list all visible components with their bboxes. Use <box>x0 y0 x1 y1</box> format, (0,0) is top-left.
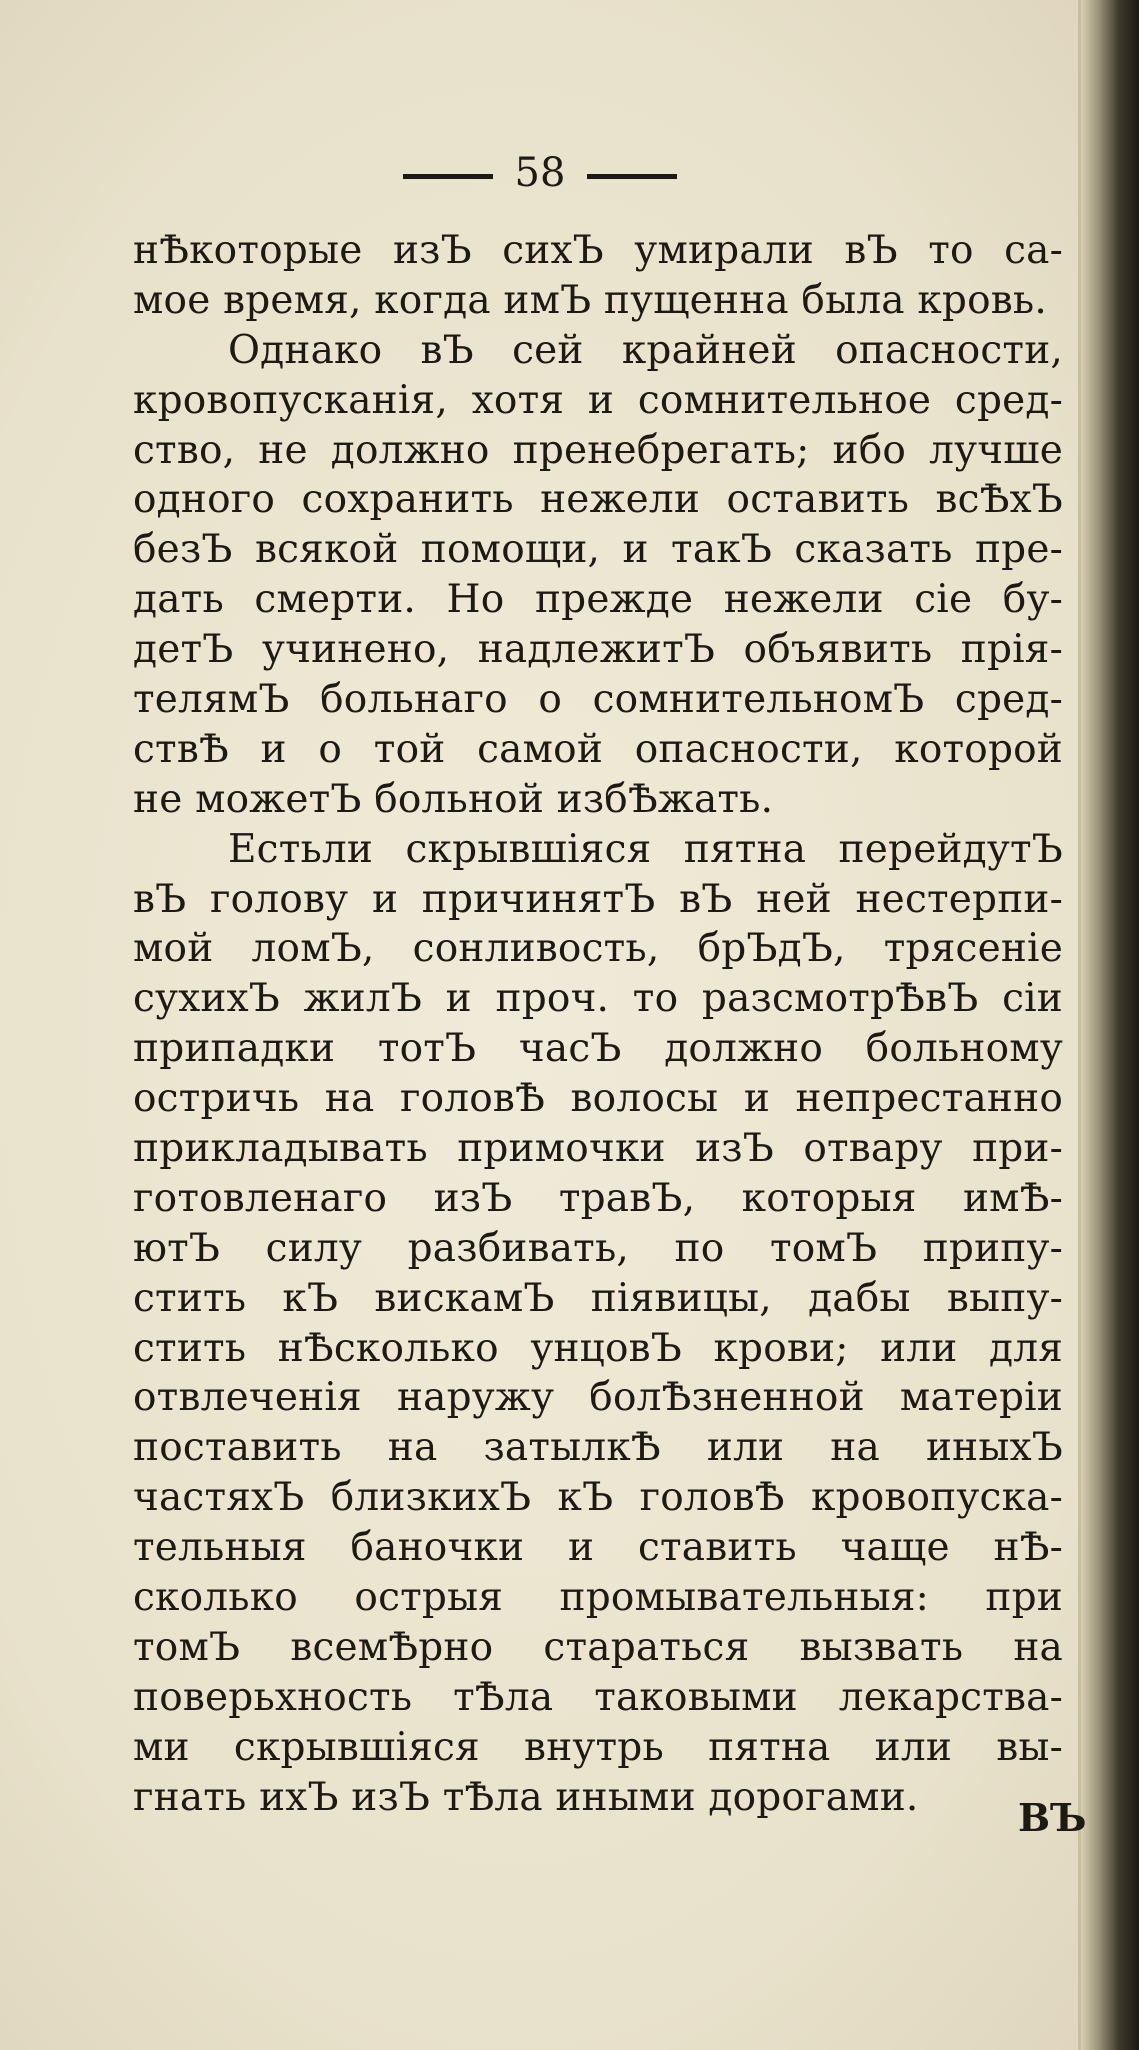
text-line: ство, не должно пренебрегать; ибо лучше <box>133 427 1063 473</box>
text-line: поверьхность тѢла таковыми лекарства- <box>133 1674 1063 1720</box>
text-line: сколько острыя промывательныя: при <box>133 1575 1063 1621</box>
text-line: Естьли скрывшіяся пятна перейдутЪ <box>228 826 1063 872</box>
text-line: стить кЪ вискамЪ піявицы, дабы выпу- <box>133 1275 1063 1321</box>
text-line: вЪ голову и причинятЪ вЪ ней нестерпи- <box>133 876 1063 922</box>
text-line: припадки тотЪ часЪ должно больному <box>133 1026 1063 1072</box>
text-line: не можетЪ больной избѢжать. <box>133 776 774 822</box>
text-line: мой ломЪ, сонливость, брЪдЪ, трясеніе <box>133 926 1063 972</box>
text-line: поставить на затылкѢ или на иныхЪ <box>133 1425 1063 1471</box>
text-line: отвлеченія наружу болѢзненной матеріи <box>133 1375 1063 1421</box>
page-number: 58 <box>514 150 566 196</box>
header-dash-left <box>403 174 493 179</box>
body-text <box>133 226 1063 1823</box>
text-line: кровопусканія, хотя и сомнительное сред- <box>133 377 1063 423</box>
text-line: сухихЪ жилЪ и проч. то разсмотрѢвЪ сіи <box>133 976 1063 1022</box>
page-header <box>0 150 1080 196</box>
text-line: ми скрывшіяся внутрь пятна или вы- <box>133 1724 1063 1770</box>
text-line: остричь на головѢ волосы и непрестанно <box>133 1076 1063 1122</box>
header-dash-right <box>587 174 677 179</box>
text-line: детЪ учинено, надлежитЪ объявить прія- <box>133 627 1063 673</box>
text-line: мое время, когда имЪ пущенна была кровь. <box>133 277 1047 323</box>
text-line: прикладывать примочки изЪ отвару при- <box>133 1126 1063 1172</box>
text-line: нѢкоторые изЪ сихЪ умирали вЪ то са- <box>133 228 1063 273</box>
text-line: стить нѢсколько унцовЪ крови; или для <box>133 1325 1063 1371</box>
catchword: ВЪ <box>1018 1795 1087 1840</box>
text-line: Однако вЪ сей крайней опасности, <box>228 327 1063 373</box>
text-line: телямЪ больнаго о сомнительномЪ сред- <box>133 677 1063 723</box>
text-line: дать смерти. Но прежде нежели сіе бу- <box>133 577 1063 623</box>
text-line: томЪ всемѢрно стараться вызвать на <box>133 1624 1063 1670</box>
book-gutter <box>1081 0 1139 2050</box>
text-line: ствѢ и о той самой опасности, которой <box>133 726 1063 772</box>
text-line: гнать ихЪ изЪ тѢла иными дорогами. <box>133 1774 919 1820</box>
text-line: безЪ всякой помощи, и такЪ сказать пре- <box>133 527 1063 573</box>
text-line: тельныя баночки и ставить чаще нѢ- <box>133 1525 1063 1571</box>
text-line: частяхЪ близкихЪ кЪ головѢ кровопуска- <box>133 1475 1063 1521</box>
text-line: готовленаго изЪ травЪ, которыя имѢ- <box>133 1175 1063 1221</box>
text-line: ютЪ силу разбивать, по томЪ припу- <box>133 1225 1063 1271</box>
text-line: одного сохранить нежели оставить всѢхЪ <box>133 477 1063 523</box>
